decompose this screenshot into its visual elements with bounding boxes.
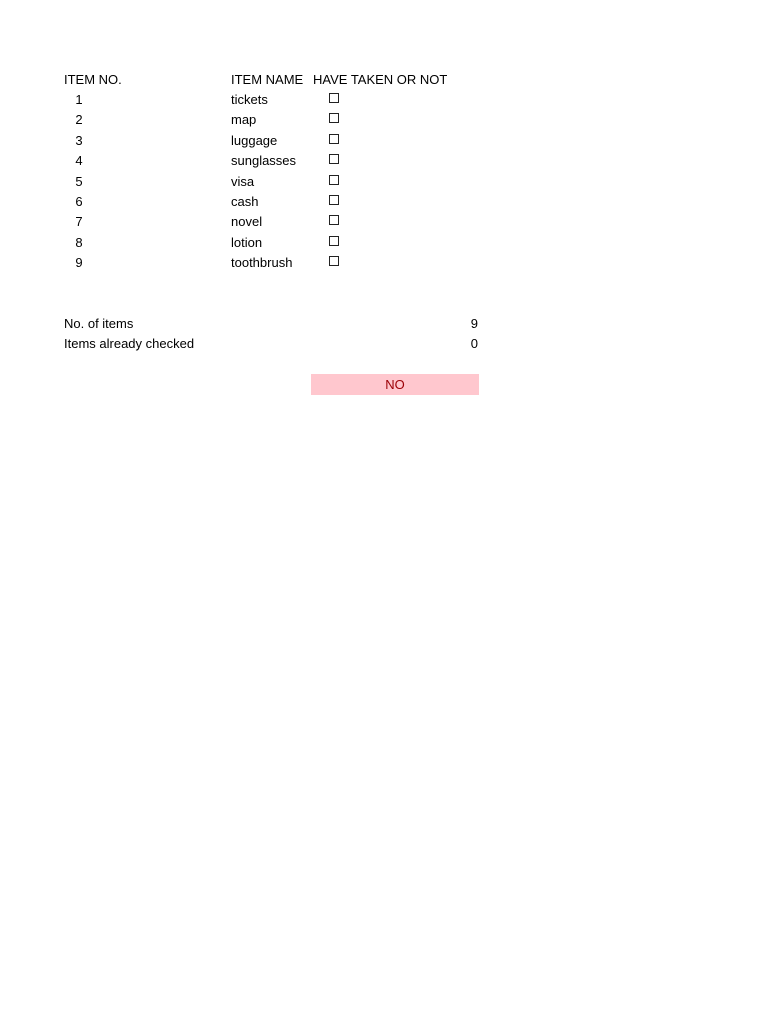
table-row bbox=[0, 151, 768, 171]
item-number: 2 bbox=[75, 112, 83, 128]
table-row bbox=[0, 90, 768, 110]
items-checked-label: Items already checked bbox=[64, 336, 195, 351]
item-number: 7 bbox=[75, 214, 83, 230]
taken-checkbox[interactable] bbox=[329, 195, 339, 205]
taken-checkbox[interactable] bbox=[329, 134, 339, 144]
item-number: 5 bbox=[75, 173, 83, 189]
header-item-name: ITEM NAME bbox=[231, 72, 304, 87]
taken-checkbox[interactable] bbox=[329, 256, 339, 266]
header-have-taken: HAVE TAKEN OR NOT bbox=[313, 72, 448, 87]
taken-checkbox[interactable] bbox=[329, 175, 339, 185]
table-row bbox=[0, 131, 768, 151]
header-item-no: ITEM NO. bbox=[64, 72, 122, 87]
table-row bbox=[0, 212, 768, 232]
item-name: sunglasses bbox=[231, 153, 297, 169]
table-row bbox=[0, 110, 768, 130]
item-list bbox=[0, 90, 768, 274]
items-checked-value: 0 bbox=[470, 336, 478, 351]
taken-checkbox[interactable] bbox=[329, 236, 339, 246]
table-row bbox=[0, 192, 768, 212]
item-name: map bbox=[231, 112, 257, 128]
item-number: 3 bbox=[75, 132, 83, 148]
table-row bbox=[0, 233, 768, 253]
item-name: novel bbox=[231, 214, 263, 230]
items-count-label: No. of items bbox=[64, 316, 134, 331]
item-name: visa bbox=[231, 173, 255, 189]
status-badge: NO bbox=[311, 374, 479, 395]
item-number: 6 bbox=[75, 193, 83, 209]
item-name: toothbrush bbox=[231, 255, 293, 271]
table-row bbox=[0, 253, 768, 273]
taken-checkbox[interactable] bbox=[329, 154, 339, 164]
item-number: 9 bbox=[75, 255, 83, 271]
item-number: 4 bbox=[75, 153, 83, 169]
item-name: tickets bbox=[231, 92, 268, 107]
taken-checkbox[interactable] bbox=[329, 93, 339, 103]
item-name: lotion bbox=[231, 234, 263, 250]
items-count-value: 9 bbox=[470, 316, 478, 331]
taken-checkbox[interactable] bbox=[329, 215, 339, 225]
item-number: 8 bbox=[75, 234, 83, 250]
item-name: cash bbox=[231, 193, 259, 209]
item-name: luggage bbox=[231, 132, 278, 148]
table-row bbox=[0, 172, 768, 192]
taken-checkbox[interactable] bbox=[329, 113, 339, 123]
item-number: 1 bbox=[75, 92, 83, 107]
